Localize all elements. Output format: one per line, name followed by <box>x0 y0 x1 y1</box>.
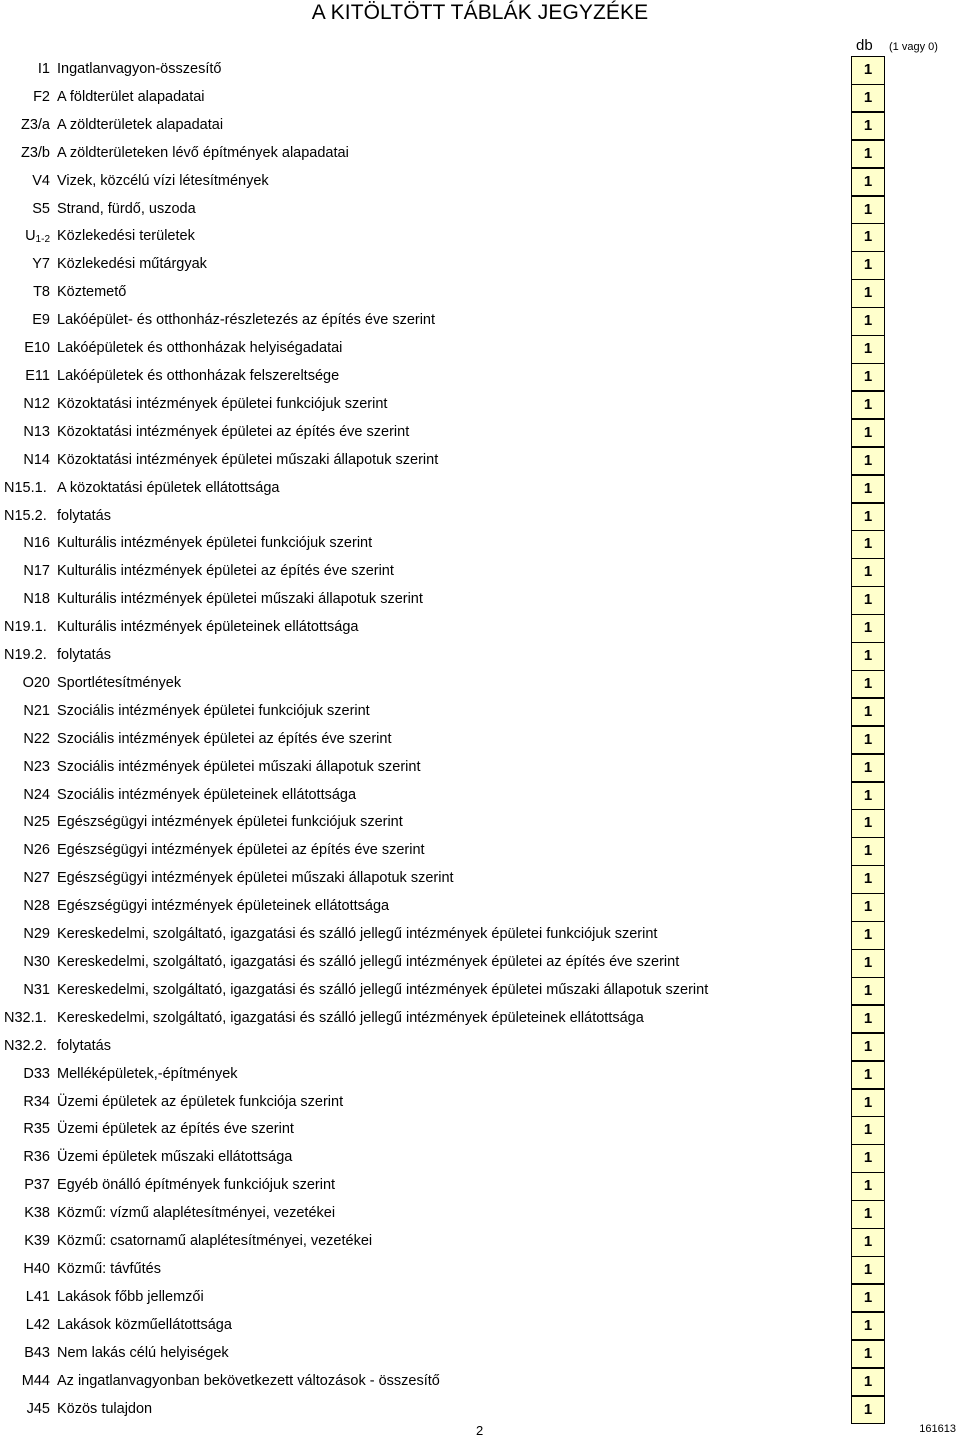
db-value-field[interactable]: 1 <box>851 726 885 755</box>
table-row <box>0 1089 960 1117</box>
db-value-field[interactable]: 1 <box>851 475 885 504</box>
db-value-field[interactable]: 1 <box>851 503 885 532</box>
table-description: Lakóépület- és otthonház-részletezés az építés éve szerint <box>57 312 436 329</box>
db-value-field[interactable]: 1 <box>851 614 885 643</box>
table-code: N19.1. <box>4 619 47 636</box>
table-row <box>0 56 960 84</box>
table-description: Kereskedelmi, szolgáltató, igazgatási és szálló jellegű intézmények épületei műszaki állapotuk szerint <box>57 981 709 998</box>
table-row <box>0 782 960 810</box>
table-row <box>0 1256 960 1284</box>
table-code: N31 <box>23 981 50 998</box>
table-description: folytatás <box>57 507 111 524</box>
table-description: Kulturális intézmények épületei műszaki állapotuk szerint <box>57 591 423 608</box>
db-value-field[interactable]: 1 <box>851 447 885 476</box>
table-row <box>0 865 960 893</box>
db-value-field[interactable]: 1 <box>851 223 885 252</box>
table-code: H40 <box>23 1260 50 1277</box>
db-value-field[interactable]: 1 <box>851 698 885 727</box>
table-description: Közlekedési területek <box>57 228 195 245</box>
table-code: R36 <box>23 1149 50 1166</box>
db-label: db <box>856 37 873 54</box>
table-row <box>0 1116 960 1144</box>
table-row <box>0 196 960 224</box>
table-row <box>0 1061 960 1089</box>
table-code: J45 <box>26 1400 50 1417</box>
table-description: Üzemi épületek az épületek funkciója szerint <box>57 1093 344 1110</box>
table-row <box>0 1228 960 1256</box>
table-row <box>0 1396 960 1424</box>
table-row <box>0 419 960 447</box>
table-code: N26 <box>23 842 50 859</box>
db-value-field[interactable]: 1 <box>851 865 885 894</box>
table-row <box>0 1284 960 1312</box>
db-note: (1 vagy 0) <box>889 41 938 53</box>
table-code: V4 <box>32 172 50 189</box>
table-row <box>0 530 960 558</box>
table-code: N13 <box>23 423 50 440</box>
table-description: Lakóépületek és otthonházak felszereltsége <box>57 367 340 384</box>
table-code: L42 <box>25 1316 50 1333</box>
table-description: Nem lakás célú helyiségek <box>57 1344 229 1361</box>
db-value-field[interactable]: 1 <box>851 558 885 587</box>
table-row <box>0 1200 960 1228</box>
table-code: N25 <box>23 814 50 831</box>
table-code: K38 <box>24 1205 50 1222</box>
table-code: N32.1. <box>4 1009 47 1026</box>
table-code: L41 <box>25 1288 50 1305</box>
table-code: P37 <box>24 1177 50 1194</box>
db-value-field[interactable]: 1 <box>851 196 885 225</box>
db-value-field[interactable]: 1 <box>851 1144 885 1173</box>
db-value-field[interactable]: 1 <box>851 586 885 615</box>
table-row <box>0 1368 960 1396</box>
table-row <box>0 475 960 503</box>
table-code: D33 <box>23 1065 50 1082</box>
table-code: R35 <box>23 1121 50 1138</box>
table-code: N24 <box>23 786 50 803</box>
table-description: Sportlétesítmények <box>57 674 182 691</box>
table-description: Melléképületek,-építmények <box>57 1065 238 1082</box>
table-description: Szociális intézmények épületei funkciójuk szerint <box>57 702 370 719</box>
table-code: N14 <box>23 451 50 468</box>
table-description: Vizek, közcélú vízi létesítmények <box>57 172 269 189</box>
table-code: N18 <box>23 591 50 608</box>
table-description: Közlekedési műtárgyak <box>57 256 207 273</box>
db-value-field[interactable]: 1 <box>851 251 885 280</box>
table-description: Közoktatási intézmények épületei funkciójuk szerint <box>57 395 388 412</box>
table-description: Szociális intézmények épületei műszaki állapotuk szerint <box>57 758 421 775</box>
db-value-field[interactable]: 1 <box>851 335 885 364</box>
page-title: A KITÖLTÖTT TÁBLÁK JEGYZÉKE <box>311 1 649 24</box>
table-code: N23 <box>23 758 50 775</box>
db-value-field[interactable]: 1 <box>851 1284 885 1313</box>
db-value-field[interactable]: 1 <box>851 1200 885 1229</box>
table-code: E11 <box>25 367 50 384</box>
table-description: Lakóépületek és otthonházak helyiségadatai <box>57 340 343 357</box>
table-description: Közoktatási intézmények épületei az építés éve szerint <box>57 423 410 440</box>
db-value-field[interactable]: 1 <box>851 1228 885 1257</box>
table-row <box>0 921 960 949</box>
table-code: R34 <box>23 1093 50 1110</box>
table-description: Szociális intézmények épületei az építés éve szerint <box>57 730 392 747</box>
table-code: N28 <box>23 898 50 915</box>
table-description: Kulturális intézmények épületei funkciójuk szerint <box>57 535 373 552</box>
table-list <box>0 56 960 1423</box>
table-row <box>0 363 960 391</box>
table-code: N21 <box>23 702 50 719</box>
table-code: I1 <box>37 61 50 77</box>
table-description: Kulturális intézmények épületeinek ellátottsága <box>57 619 359 636</box>
form-code: 161613 <box>919 1423 956 1435</box>
table-row <box>0 223 960 251</box>
table-row <box>0 503 960 531</box>
table-code: B43 <box>24 1344 50 1361</box>
db-value-field[interactable]: 1 <box>851 837 885 866</box>
table-code: T8 <box>33 284 50 301</box>
table-code: N12 <box>23 395 50 412</box>
table-row <box>0 140 960 168</box>
db-value-field[interactable]: 1 <box>851 1396 885 1425</box>
db-value-field[interactable]: 1 <box>851 949 885 978</box>
table-code: F2 <box>33 88 50 105</box>
db-value-field[interactable]: 1 <box>851 921 885 950</box>
table-description: Közmű: vízmű alaplétesítményei, vezetékei <box>57 1205 336 1222</box>
table-row <box>0 447 960 475</box>
table-code: N19.2. <box>4 647 47 664</box>
db-value-field[interactable]: 1 <box>851 670 885 699</box>
table-code: Z3/b <box>20 144 50 161</box>
table-description: A zöldterületeken lévő építmények alapadatai <box>57 144 349 161</box>
table-code: N30 <box>23 954 50 970</box>
table-description: Egészségügyi intézmények épületei az építés éve szerint <box>57 842 425 859</box>
table-code: N16 <box>23 535 50 552</box>
table-description: Közmű: csatornamű alaplétesítményei, vezetékei <box>57 1233 373 1250</box>
table-description: Kulturális intézmények épületei az építés éve szerint <box>57 563 394 580</box>
table-description: Egészségügyi intézmények épületeinek ellátottsága <box>57 898 390 915</box>
table-row <box>0 1172 960 1200</box>
table-row <box>0 251 960 279</box>
table-code: N22 <box>23 730 50 747</box>
table-code: N27 <box>23 870 50 887</box>
db-value-field[interactable]: 1 <box>851 56 885 85</box>
table-code: S5 <box>32 200 50 217</box>
table-row <box>0 1005 960 1033</box>
db-value-field[interactable]: 1 <box>851 1033 885 1062</box>
table-description: Kereskedelmi, szolgáltató, igazgatási és szálló jellegű intézmények épületei funkciójuk szerint <box>57 926 658 943</box>
table-row <box>0 279 960 307</box>
db-value-field[interactable]: 1 <box>851 419 885 448</box>
db-value-field[interactable]: 1 <box>851 279 885 308</box>
db-value-field[interactable]: 1 <box>851 1172 885 1201</box>
db-value-field[interactable]: 1 <box>851 530 885 559</box>
table-code: N15.1. <box>4 479 47 496</box>
db-value-field[interactable]: 1 <box>851 1368 885 1397</box>
db-value-field[interactable]: 1 <box>851 1312 885 1341</box>
table-row <box>0 614 960 642</box>
table-description: Ingatlanvagyon-összesítő <box>57 61 222 77</box>
table-description: Strand, fürdő, uszoda <box>57 200 196 217</box>
table-code: E10 <box>24 340 50 357</box>
table-description: A közoktatási épületek ellátottsága <box>57 479 280 496</box>
table-description: Egészségügyi intézmények épületei műszaki állapotuk szerint <box>57 870 454 887</box>
table-row <box>0 893 960 921</box>
table-description: A zöldterületek alapadatai <box>57 116 224 133</box>
table-description: folytatás <box>57 647 111 664</box>
db-value-field[interactable]: 1 <box>851 1340 885 1369</box>
table-row <box>0 809 960 837</box>
table-description: Üzemi épületek műszaki ellátottsága <box>57 1149 293 1166</box>
table-code: M44 <box>21 1372 50 1389</box>
table-description: Egészségügyi intézmények épületei funkciójuk szerint <box>57 814 403 831</box>
table-description: Kereskedelmi, szolgáltató, igazgatási és szálló jellegű intézmények épületeinek ellátottsága <box>57 1009 644 1026</box>
table-code: K39 <box>24 1233 50 1250</box>
db-value-field[interactable]: 1 <box>851 84 885 113</box>
table-row <box>0 335 960 363</box>
table-code: N15.2. <box>4 507 47 524</box>
table-row <box>0 112 960 140</box>
db-value-field[interactable]: 1 <box>851 642 885 671</box>
db-value-field[interactable]: 1 <box>851 307 885 336</box>
table-description: Lakások főbb jellemzői <box>57 1288 204 1305</box>
db-value-field[interactable]: 1 <box>851 1061 885 1090</box>
db-value-field[interactable]: 1 <box>851 168 885 197</box>
db-value-field[interactable]: 1 <box>851 1005 885 1034</box>
table-description: Kereskedelmi, szolgáltató, igazgatási és szálló jellegű intézmények épületei az építés éve szerint <box>57 954 680 970</box>
db-value-field[interactable]: 1 <box>851 1116 885 1145</box>
table-row <box>0 754 960 782</box>
table-row <box>0 84 960 112</box>
table-row <box>0 977 960 1005</box>
table-description: Lakások közműellátottsága <box>57 1316 232 1333</box>
table-description: Közoktatási intézmények épületei műszaki állapotuk szerint <box>57 451 439 468</box>
table-description: Egyéb önálló építmények funkciójuk szerint <box>57 1177 336 1194</box>
table-row <box>0 642 960 670</box>
table-description: Közös tulajdon <box>57 1400 153 1417</box>
table-code: E9 <box>32 312 50 329</box>
db-value-field[interactable]: 1 <box>851 140 885 169</box>
db-value-field[interactable]: 1 <box>851 754 885 783</box>
table-description: Köztemető <box>57 284 127 301</box>
table-code: Z3/a <box>20 116 50 133</box>
table-description: A földterület alapadatai <box>57 88 205 105</box>
db-value-field[interactable]: 1 <box>851 977 885 1006</box>
table-row <box>0 837 960 865</box>
table-row <box>0 1312 960 1340</box>
table-code: N17 <box>23 563 50 580</box>
db-value-field[interactable]: 1 <box>851 893 885 922</box>
table-row <box>0 670 960 698</box>
table-description: Szociális intézmények épületeinek ellátottsága <box>57 786 357 803</box>
table-code: O20 <box>22 674 50 691</box>
table-code: N29 <box>23 926 50 943</box>
table-row <box>0 726 960 754</box>
db-value-field[interactable]: 1 <box>851 112 885 141</box>
db-value-field[interactable]: 1 <box>851 391 885 420</box>
table-row <box>0 168 960 196</box>
db-value-field[interactable]: 1 <box>851 782 885 811</box>
table-row <box>0 558 960 586</box>
table-row <box>0 698 960 726</box>
table-row <box>0 1340 960 1368</box>
table-row <box>0 949 960 977</box>
page-number: 2 <box>476 1423 484 1437</box>
db-value-field[interactable]: 1 <box>851 363 885 392</box>
table-code: N32.2. <box>4 1037 47 1054</box>
table-row <box>0 1033 960 1061</box>
table-row <box>0 586 960 614</box>
table-description: Közmű: távfűtés <box>57 1260 161 1277</box>
table-code: $U_{1-2}$ <box>25 228 50 246</box>
table-code: Y7 <box>32 256 50 273</box>
db-column-header <box>856 37 938 54</box>
table-row <box>0 1144 960 1172</box>
db-value-field[interactable]: 1 <box>851 1089 885 1118</box>
db-value-field[interactable]: 1 <box>851 1256 885 1285</box>
db-value-field[interactable]: 1 <box>851 809 885 838</box>
table-description: Üzemi épületek az építés éve szerint <box>57 1121 294 1138</box>
table-row <box>0 391 960 419</box>
table-description: Az ingatlanvagyonban bekövetkezett változások - összesítő <box>57 1372 440 1389</box>
table-row <box>0 307 960 335</box>
table-description: folytatás <box>57 1037 111 1054</box>
